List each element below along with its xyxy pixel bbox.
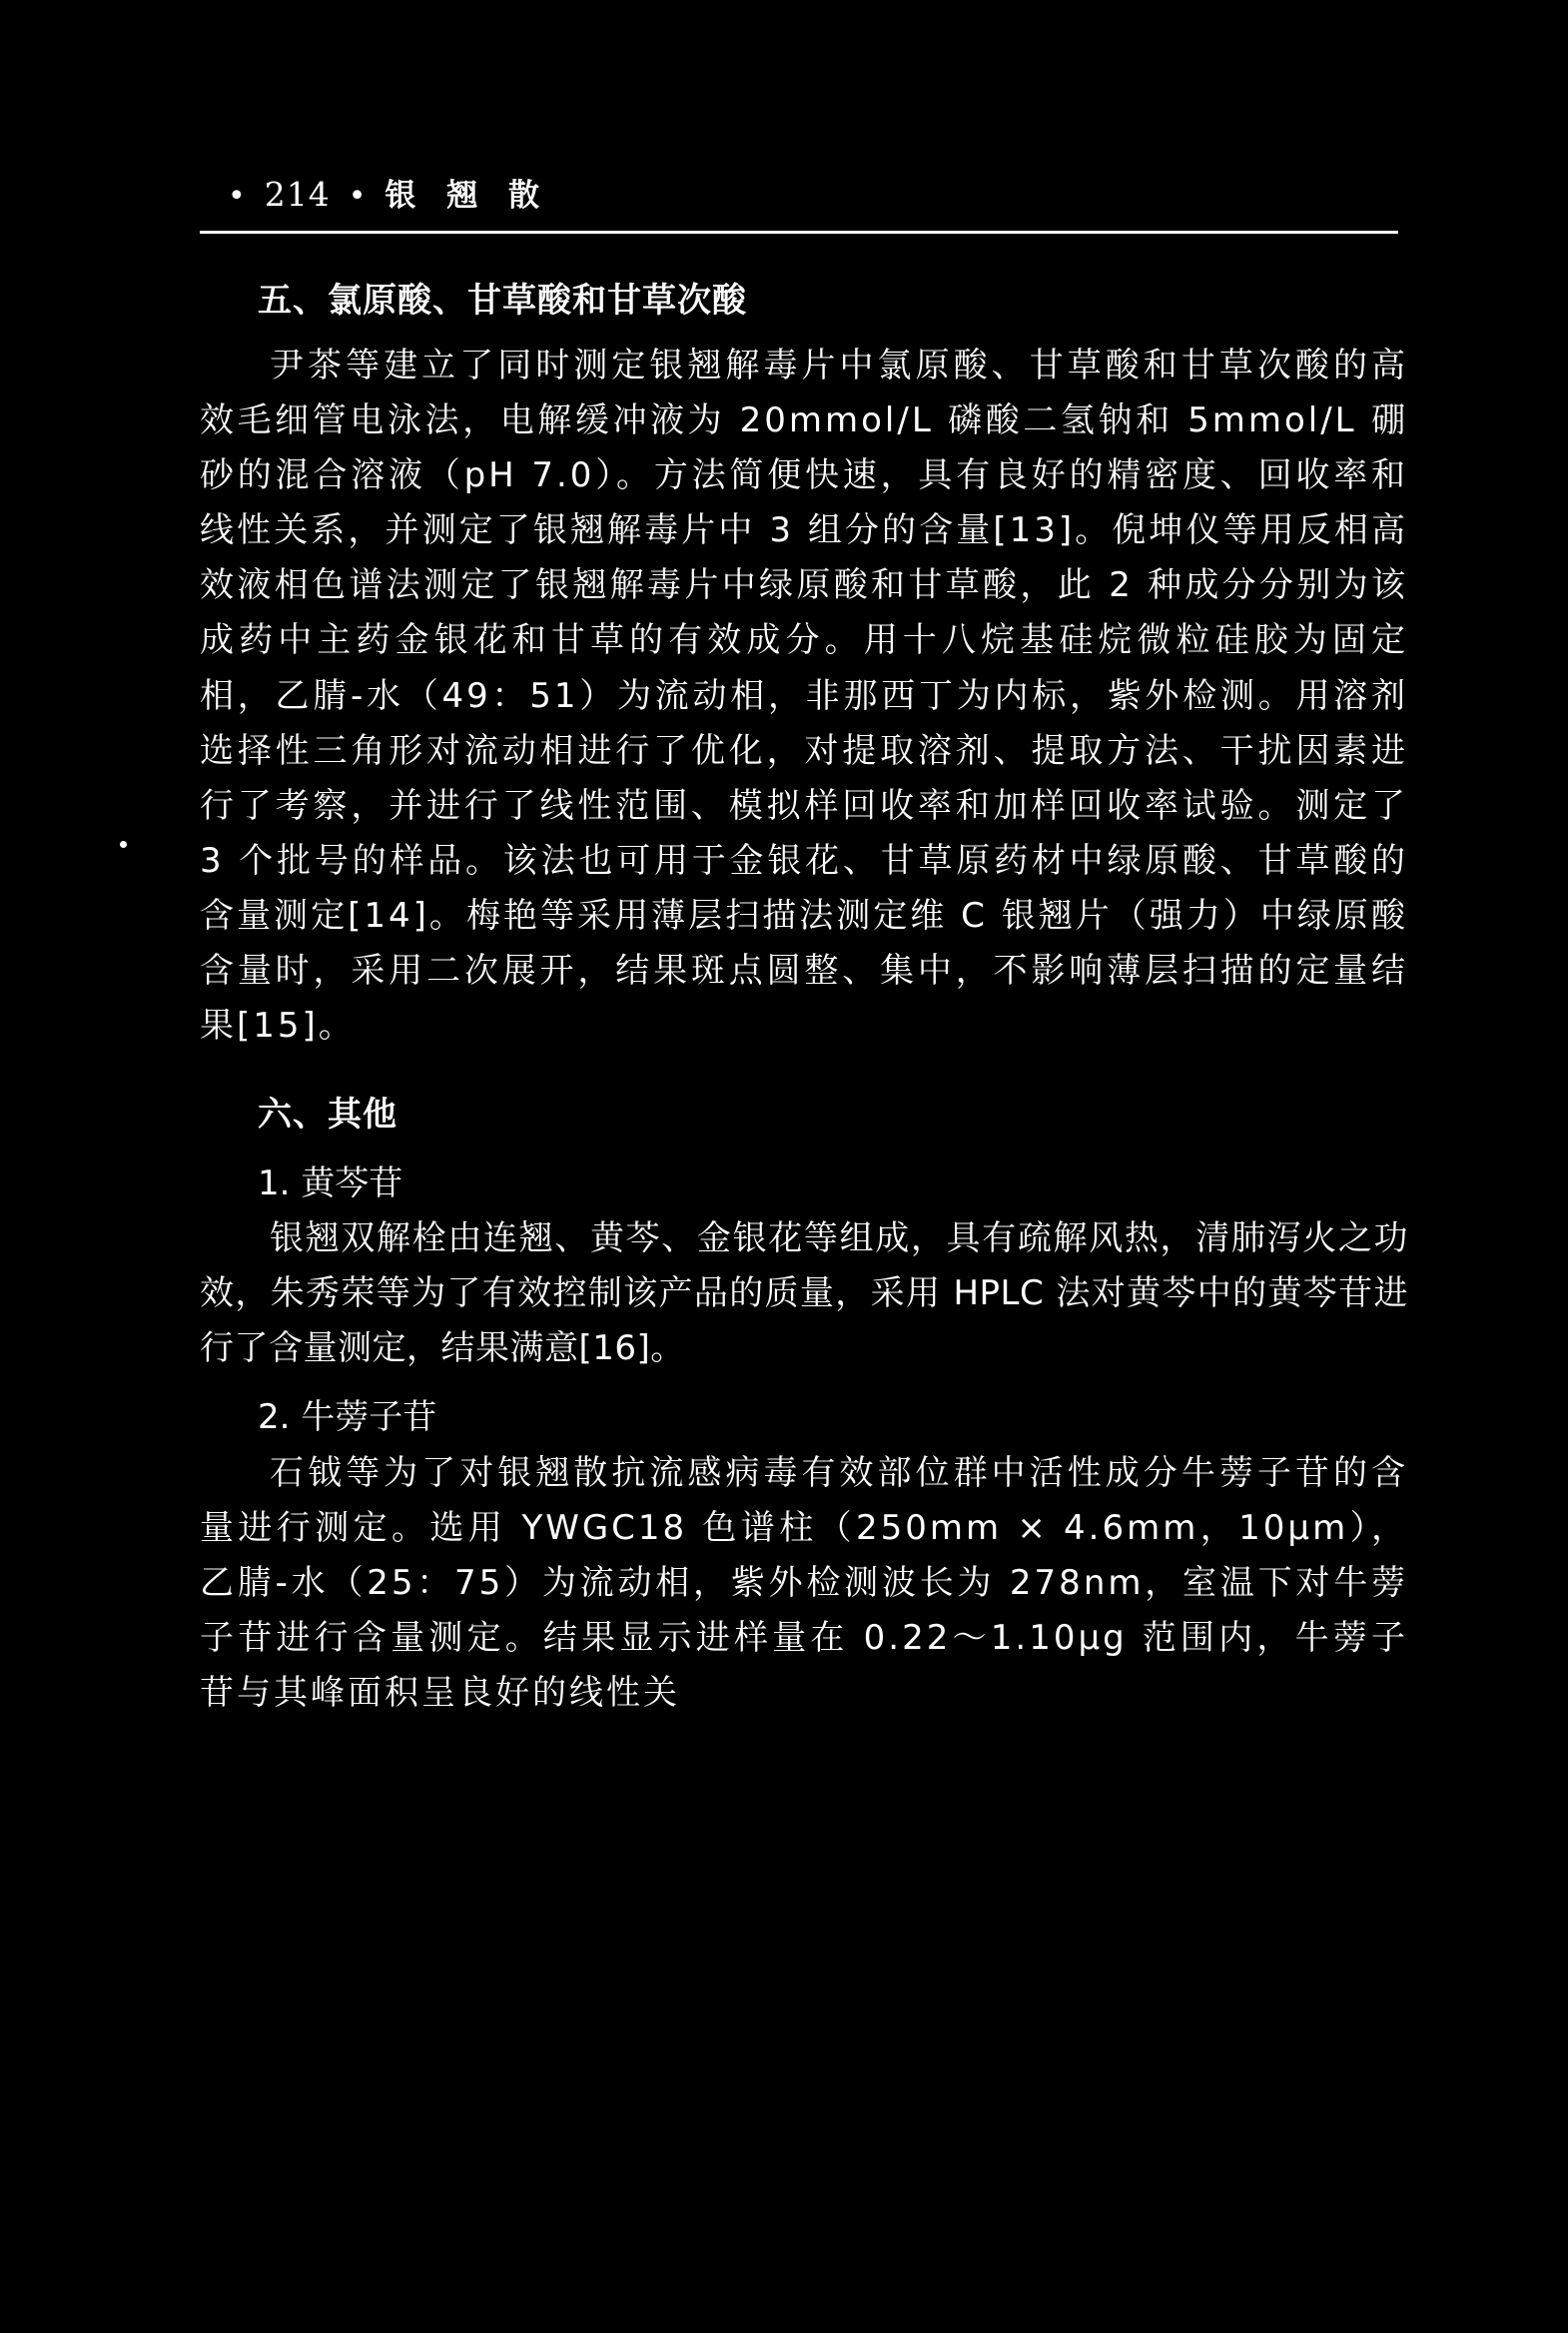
page-header bbox=[200, 170, 1408, 215]
running-title: 银 翘 散 bbox=[385, 178, 549, 214]
page-number: 214 bbox=[264, 175, 331, 214]
section-five-paragraph: 尹茶等建立了同时测定银翘解毒片中氯原酸、甘草酸和甘草次酸的高效毛细管电泳法，电解缓冲液为 20mmol/L 磷酸二氢钠和 5mmol/L 硼砂的混合溶液（pH 7.0）。方法简便快速，具有良好的精密度、回收率和线性关系，并测定了银翘解毒片中 3 组分的含量[13]。倪坤仪等用反相高效液相色谱法测定了银翘解毒片中绿原酸和甘草酸，此 2 种成分分别为该成药中主药金银花和甘草的有效成分。用十八烷基硅烷微粒硅胶为固定相，乙腈-水（49：51）为流动相，非那西丁为内标，紫外检测。用溶剂选择性三角形对流动相进行了优化，对提取溶剂、提取方法、干扰因素进行了考察，并进行了线性范围、模拟样回收率和加样回收率试验。测定了 3 个批号的样品。该法也可用于金银花、甘草原药材中绿原酸、甘草酸的含量测定[14]。梅艳等采用薄层扫描法测定维 C 银翘片（强力）中绿原酸含量时，采用二次展开，结果斑点圆整、集中，不影响薄层扫描的定量结果[15]。 bbox=[200, 346, 1408, 1047]
subsection-label-2: 2. 牛蒡子苷 bbox=[258, 1397, 437, 1438]
page-content bbox=[200, 170, 1408, 1721]
section-heading-five: 五、氯原酸、甘草酸和甘草次酸 bbox=[258, 281, 747, 321]
section-heading-six: 六、其他 bbox=[258, 1095, 397, 1136]
header-bullet-left: • bbox=[228, 179, 247, 214]
body-text bbox=[200, 274, 1408, 1721]
subsection-paragraph-1: 银翘双解栓由连翘、黄芩、金银花等组成，具有疏解风热，清肺泻火之功效，朱秀荣等为了有效控制该产品的质量，采用 HPLC 法对黄芩中的黄芩苷进行了含量测定，结果满意[16]。 bbox=[200, 1218, 1408, 1369]
subsection-label-1: 1. 黄芩苷 bbox=[258, 1164, 403, 1204]
header-bullet-right: • bbox=[348, 179, 368, 214]
subsection-paragraph-2: 石钺等为了对银翘散抗流感病毒有效部位群中活性成分牛蒡子苷的含量进行测定。选用 YWGC18 色谱柱（250mm × 4.6mm，10μm），乙腈-水（25：75）为流动相，紫外检测波长为 278nm，室温下对牛蒡子苷进行含量测定。结果显示进样量在 0.22～1.10μg 范围内，牛蒡子苷与其峰面积呈良好的线性关 bbox=[200, 1452, 1408, 1713]
header-rule bbox=[200, 231, 1398, 234]
margin-dot-mark bbox=[120, 841, 127, 848]
